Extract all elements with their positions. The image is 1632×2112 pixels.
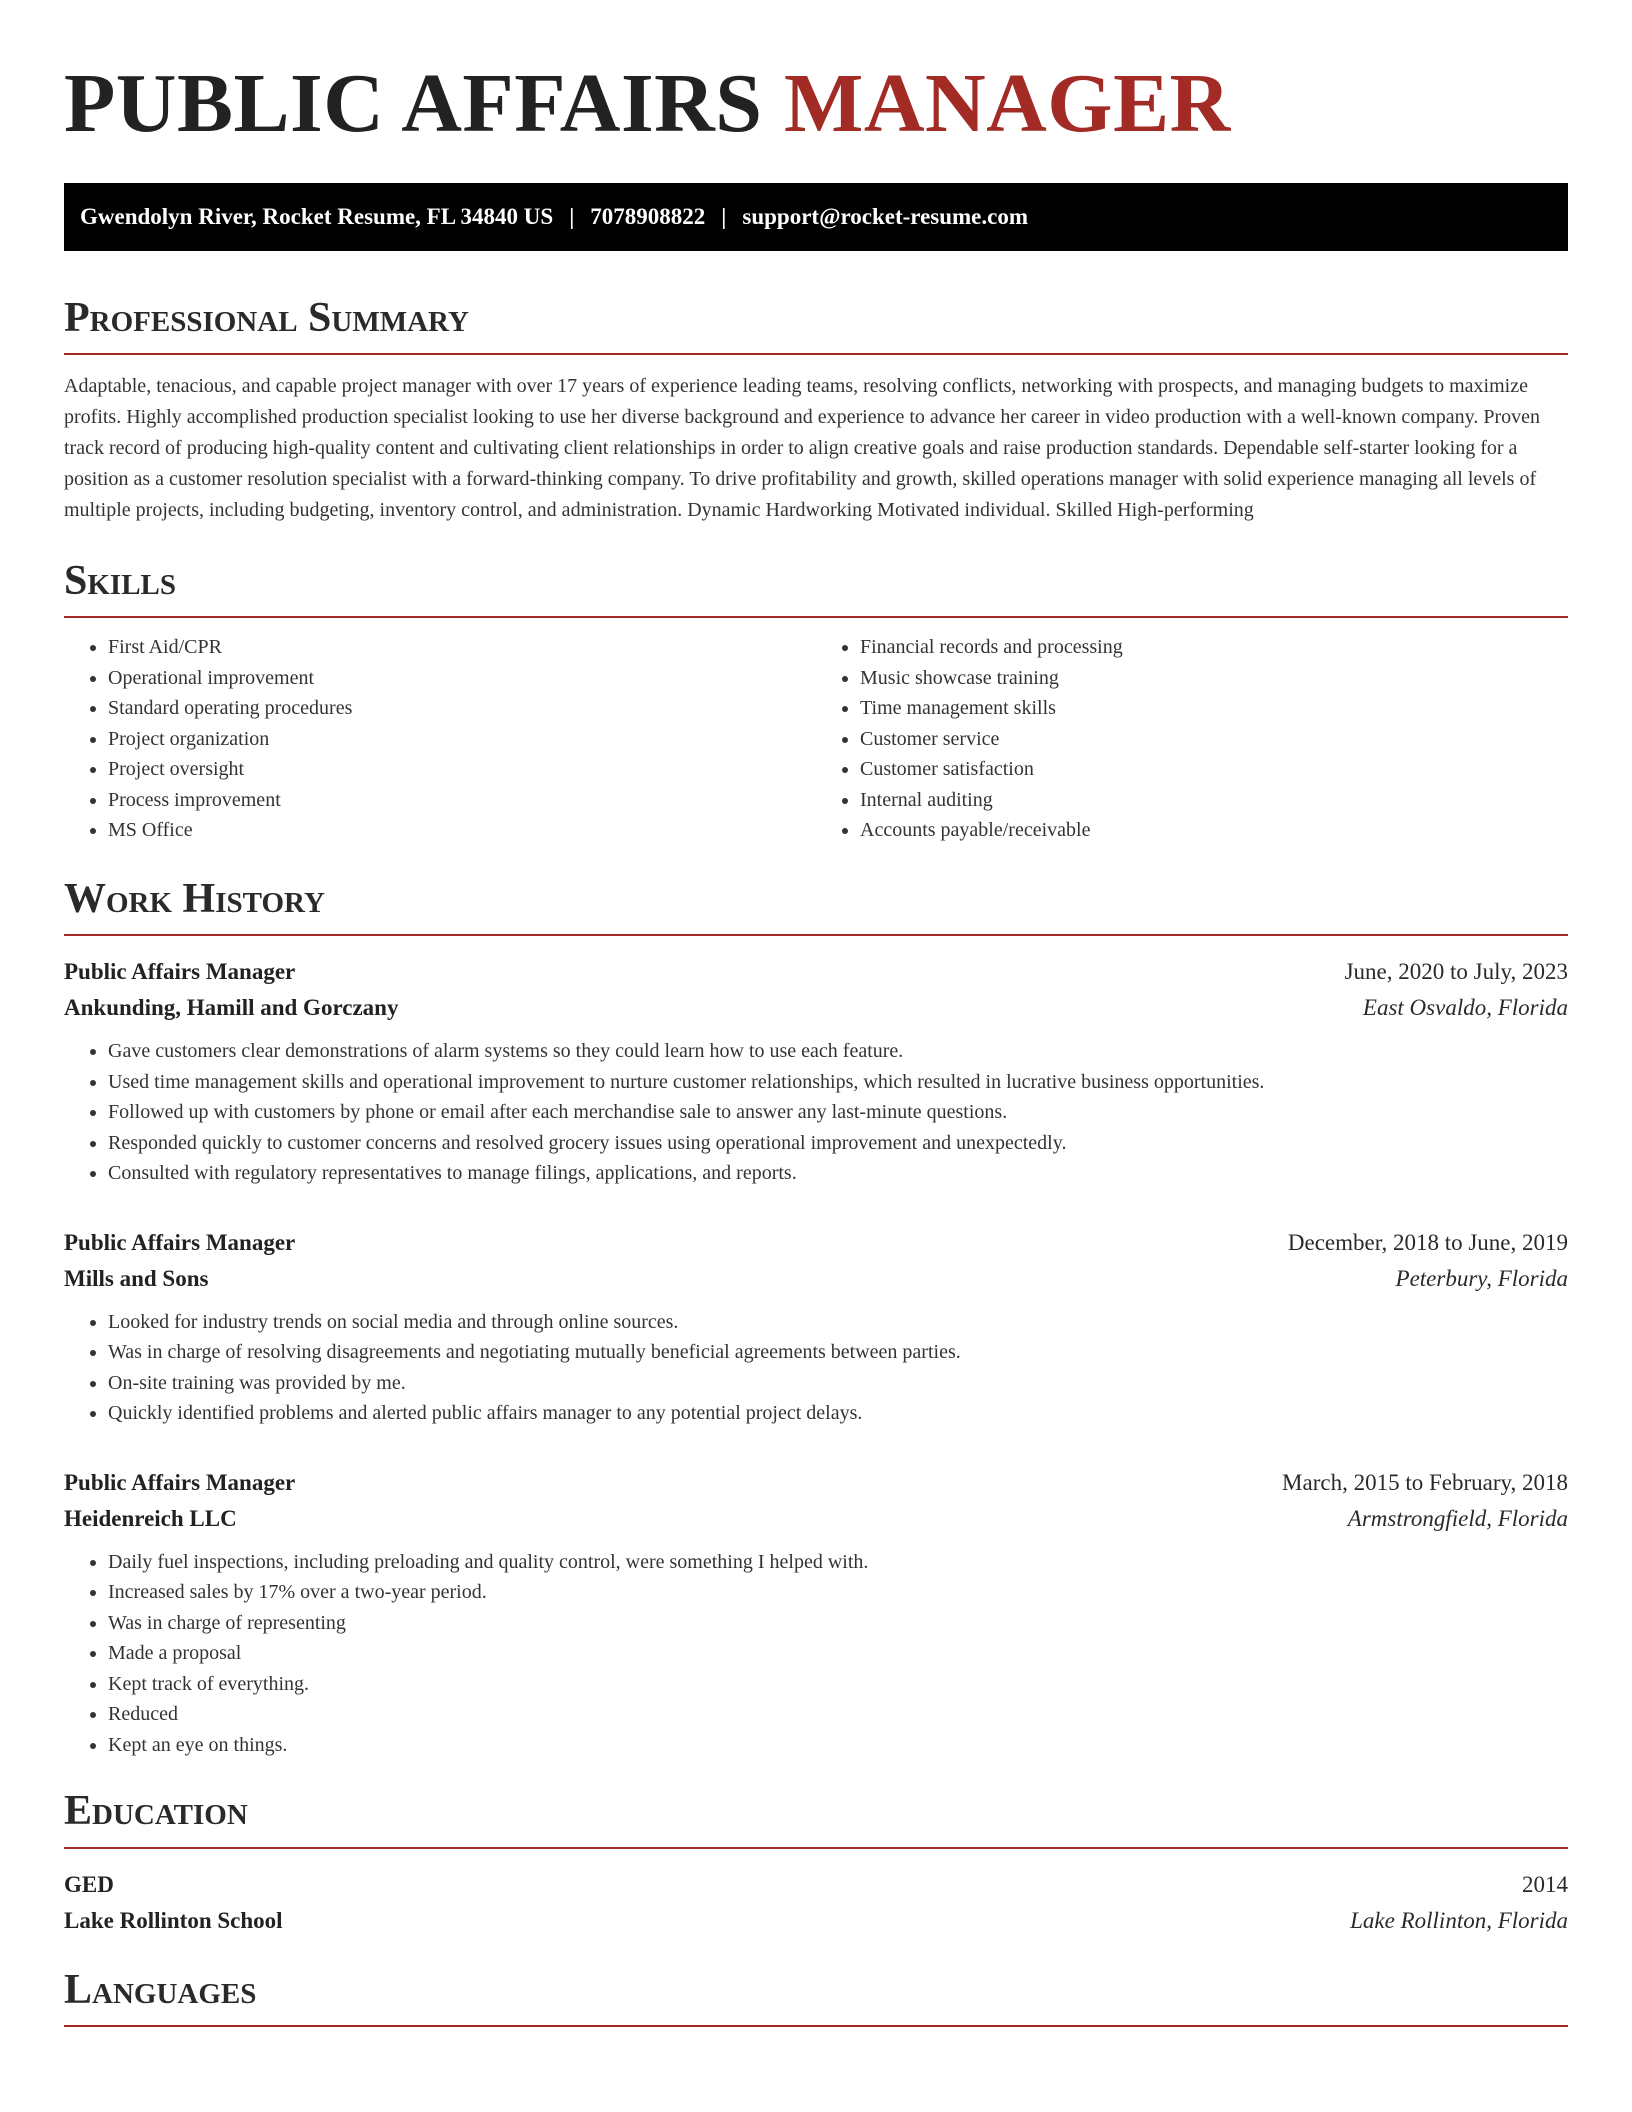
job-company: Heidenreich LLC xyxy=(64,1505,237,1531)
skill-item: • Time management skills xyxy=(860,693,1568,724)
job-title: Public Affairs Manager xyxy=(64,1469,296,1495)
education-heading: Education xyxy=(64,1786,1568,1848)
summary-heading: Professional Summary xyxy=(64,293,1568,355)
education-year: 2014 xyxy=(1522,1871,1568,1897)
skill-item: • Customer service xyxy=(860,724,1568,755)
job-bullet: • Responded quickly to customer concerns and resolved grocery issues using operational improvement and unexpectedly. xyxy=(108,1128,1568,1159)
skill-item: • Process improvement xyxy=(108,785,816,816)
skill-item: • Customer satisfaction xyxy=(860,754,1568,785)
job-company-row xyxy=(64,1501,1568,1537)
education-degree-row xyxy=(64,1867,1568,1903)
job-entry xyxy=(64,1465,1568,1761)
job-bullet: • Followed up with customers by phone or email after each merchandise sale to answer any last-minute questions. xyxy=(108,1097,1568,1128)
job-bullet: • Used time management skills and operational improvement to nurture customer relationships, which resulted in lucrative business opportunities. xyxy=(108,1067,1568,1098)
resume-title xyxy=(64,56,1568,153)
title-accent: MANAGER xyxy=(784,57,1231,150)
job-company-row xyxy=(64,990,1568,1026)
title-main: PUBLIC AFFAIRS xyxy=(64,57,785,150)
job-bullet: • Consulted with regulatory representatives to manage filings, applications, and reports. xyxy=(108,1158,1568,1189)
job-title-row xyxy=(64,1465,1568,1501)
skill-item: • Project organization xyxy=(108,724,816,755)
languages-section xyxy=(64,1965,1568,2027)
summary-text: Adaptable, tenacious, and capable project manager with over 17 years of experience leading teams, resolving conflicts, networking with prospects, and managing budgets to maximize profits. Highly accomplished production specialist looking to use her diverse background and experience to advance her career in video production with a well-known company. Proven track record of producing high-quality content and cultivating client relationships in order to align creative goals and raise production standards. Dependable self-starter looking for a position as a customer resolution specialist with a forward-thinking company. To drive profitability and growth, skilled operations manager with solid experience managing all levels of multiple projects, including budgeting, inventory control, and administration. Dynamic Hardworking Motivated individual. Skilled High-performing xyxy=(64,374,1541,521)
job-dates: June, 2020 to July, 2023 xyxy=(1344,959,1568,985)
job-bullet: • Quickly identified problems and alerted public affairs manager to any potential project delays. xyxy=(108,1398,1568,1429)
skill-item: • MS Office xyxy=(108,815,816,846)
education-degree: GED xyxy=(64,1871,114,1897)
work-history-heading: Work History xyxy=(64,874,1568,936)
job-company: Mills and Sons xyxy=(64,1265,209,1291)
education-section xyxy=(64,1786,1568,1938)
job-location: East Osvaldo, Florida xyxy=(1362,995,1568,1021)
skill-item: • Accounts payable/receivable xyxy=(860,815,1568,846)
job-bullet: • Kept an eye on things. xyxy=(108,1730,1568,1761)
job-title-row xyxy=(64,954,1568,990)
skill-item: • Standard operating procedures xyxy=(108,693,816,724)
skills-heading: Skills xyxy=(64,556,1568,618)
job-bullet: • Was in charge of representing xyxy=(108,1608,1568,1639)
job-company: Ankunding, Hamill and Gorczany xyxy=(64,995,399,1021)
skill-item: • First Aid/CPR xyxy=(108,632,816,663)
education-location: Lake Rollinton, Florida xyxy=(1350,1907,1568,1933)
job-bullet: • Was in charge of resolving disagreements and negotiating mutually beneficial agreements between parties. xyxy=(108,1337,1568,1368)
skills-grid xyxy=(64,632,1568,846)
contact-bar xyxy=(64,183,1568,251)
job-company-row xyxy=(64,1261,1568,1297)
job-bullet: • On-site training was provided by me. xyxy=(108,1368,1568,1399)
job-location: Peterbury, Florida xyxy=(1395,1265,1568,1291)
job-entry xyxy=(64,1225,1568,1429)
job-title: Public Affairs Manager xyxy=(64,959,296,985)
skills-section xyxy=(64,556,1568,846)
job-bullet: • Daily fuel inspections, including preloading and quality control, were something I helped with. xyxy=(108,1547,1568,1578)
education-entry xyxy=(64,1867,1568,1939)
job-bullets xyxy=(64,1036,1568,1189)
education-school-row xyxy=(64,1903,1568,1939)
job-bullet: • Kept track of everything. xyxy=(108,1669,1568,1700)
work-history-section xyxy=(64,874,1568,1760)
contact-separator: | xyxy=(569,203,575,229)
skill-item: • Operational improvement xyxy=(108,663,816,694)
job-bullets xyxy=(64,1547,1568,1761)
job-bullet: • Made a proposal xyxy=(108,1638,1568,1669)
skill-item: • Project oversight xyxy=(108,754,816,785)
skill-item: • Music showcase training xyxy=(860,663,1568,694)
contact-phone[interactable]: 7078908822 xyxy=(590,203,706,229)
job-entry xyxy=(64,954,1568,1189)
job-dates: December, 2018 to June, 2019 xyxy=(1287,1229,1568,1255)
contact-email[interactable]: support@rocket-resume.com xyxy=(742,203,1029,229)
job-bullets xyxy=(64,1307,1568,1429)
job-title: Public Affairs Manager xyxy=(64,1229,296,1255)
education-school: Lake Rollinton School xyxy=(64,1907,283,1933)
languages-heading: Languages xyxy=(64,1965,1568,2027)
contact-address: Gwendolyn River, Rocket Resume, FL 34840 US xyxy=(80,203,554,229)
skill-item: • Internal auditing xyxy=(860,785,1568,816)
contact-separator: | xyxy=(721,203,727,229)
skills-right-column xyxy=(816,632,1568,846)
skills-left-column xyxy=(64,632,816,846)
job-dates: March, 2015 to February, 2018 xyxy=(1282,1469,1568,1495)
skill-item: • Financial records and processing xyxy=(860,632,1568,663)
job-title-row xyxy=(64,1225,1568,1261)
job-bullet: • Reduced xyxy=(108,1699,1568,1730)
summary-section xyxy=(64,293,1568,526)
job-bullet: • Looked for industry trends on social media and through online sources. xyxy=(108,1307,1568,1338)
job-bullet: • Increased sales by 17% over a two-year period. xyxy=(108,1577,1568,1608)
job-bullet: • Gave customers clear demonstrations of alarm systems so they could learn how to use each feature. xyxy=(108,1036,1568,1067)
job-location: Armstrongfield, Florida xyxy=(1347,1505,1568,1531)
